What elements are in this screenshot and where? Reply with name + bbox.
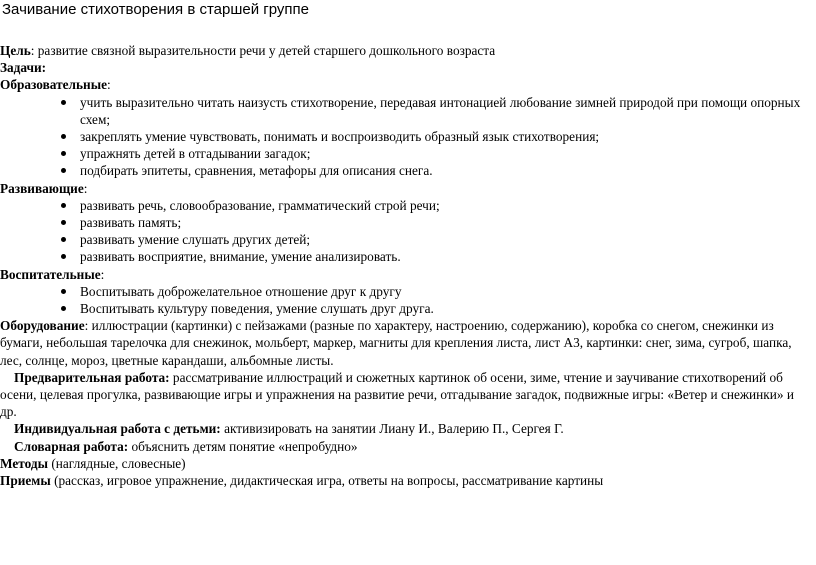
list-item: упражнять детей в отгадывании загадок; (0, 145, 808, 162)
vocabulary-label: Словарная работа: (14, 438, 129, 454)
list-item: учить выразительно читать наизусть стихотворение, передавая интонацией любование зимней природой при помощи опорных схем; (0, 94, 808, 128)
bullet-icon (61, 168, 66, 173)
methods-label: Методы (0, 455, 49, 471)
document-body (0, 42, 808, 489)
goal-label: Цель (0, 43, 31, 58)
upbringing-heading: Воспитательные: (0, 266, 105, 282)
individual-text: активизировать на занятии Лиану И., Валерию П., Сергея Г. (220, 421, 564, 437)
bullet-icon (61, 203, 66, 208)
techniques-paragraph (0, 472, 808, 489)
list-item: развивать речь, словообразование, грамматический строй речи; (0, 197, 808, 214)
list-item: Воспитывать культуру поведения, умение слушать друг друга. (0, 300, 808, 317)
goal-text: : развитие связной выразительности речи у детей старшего дошкольного возраста (30, 43, 496, 58)
bullet-icon (61, 254, 66, 259)
developmental-label: Развивающие (0, 180, 84, 196)
list-item: развивать память; (0, 214, 808, 231)
developmental-list (0, 197, 808, 266)
upbringing-list (0, 283, 808, 317)
bullet-icon (61, 306, 66, 311)
bullet-icon (61, 100, 66, 105)
educational-heading: Образовательные: (0, 77, 111, 93)
tasks-heading: Задачи: (0, 60, 47, 76)
bullet-icon (61, 220, 66, 225)
goal-paragraph (0, 42, 808, 59)
vocabulary-paragraph (0, 438, 808, 455)
techniques-text: (рассказ, игровое упражнение, дидактическая игра, ответы на вопросы, рассматривание картины (50, 473, 604, 489)
preliminary-label: Предварительная работа: (14, 369, 170, 385)
individual-label: Индивидуальная работа с детьми: (14, 421, 221, 437)
developmental-heading: Развивающие: (0, 180, 88, 196)
list-item: развивать умение слушать других детей; (0, 231, 808, 248)
list-item: развивать восприятие, внимание, умение анализировать. (0, 248, 808, 265)
bullet-icon (61, 289, 66, 294)
equipment-label: Оборудование (0, 318, 85, 334)
preliminary-text: рассматривание иллюстраций и сюжетных картинок об осени, зиме, чтение и заучивание стихотворений об осени, целевая прогулка, развивающие игры и упражнения на развитие речи, отгадывание загадок, подвижные игры: «Ветер и снежинки» и др. (0, 369, 794, 420)
document-title: Зачивание стихотворения в старшей группе (2, 1, 310, 18)
list-item: подбирать эпитеты, сравнения, метафоры для описания снега. (0, 162, 808, 179)
equipment-text: : иллюстрации (картинки) с пейзажами (разные по характеру, настроению, содержанию), коробка со снегом, снежинки из бумаги, небольшая тарелочка для снежинок, мольберт, маркер, магниты для крепления листа, лист А3, картинки: снег, зима, сугроб, шапка, лес, солнце, мороз, цветные карандаши, альбомные листы. (0, 318, 792, 368)
methods-text: (наглядные, словесные) (48, 455, 186, 471)
educational-label: Образовательные (0, 77, 107, 93)
upbringing-label: Воспитательные (0, 266, 101, 282)
bullet-icon (61, 151, 66, 156)
techniques-label: Приемы (0, 473, 51, 489)
individual-paragraph (0, 420, 808, 437)
list-item: Воспитывать доброжелательное отношение друг к другу (0, 283, 808, 300)
educational-list (0, 94, 808, 180)
list-item: закреплять умение чувствовать, понимать и воспроизводить образный язык стихотворения; (0, 128, 808, 145)
methods-paragraph (0, 455, 808, 472)
bullet-icon (61, 237, 66, 242)
equipment-paragraph (0, 317, 808, 369)
bullet-icon (61, 134, 66, 139)
preliminary-paragraph (0, 369, 808, 421)
vocabulary-text: объяснить детям понятие «непробудно» (128, 438, 358, 454)
